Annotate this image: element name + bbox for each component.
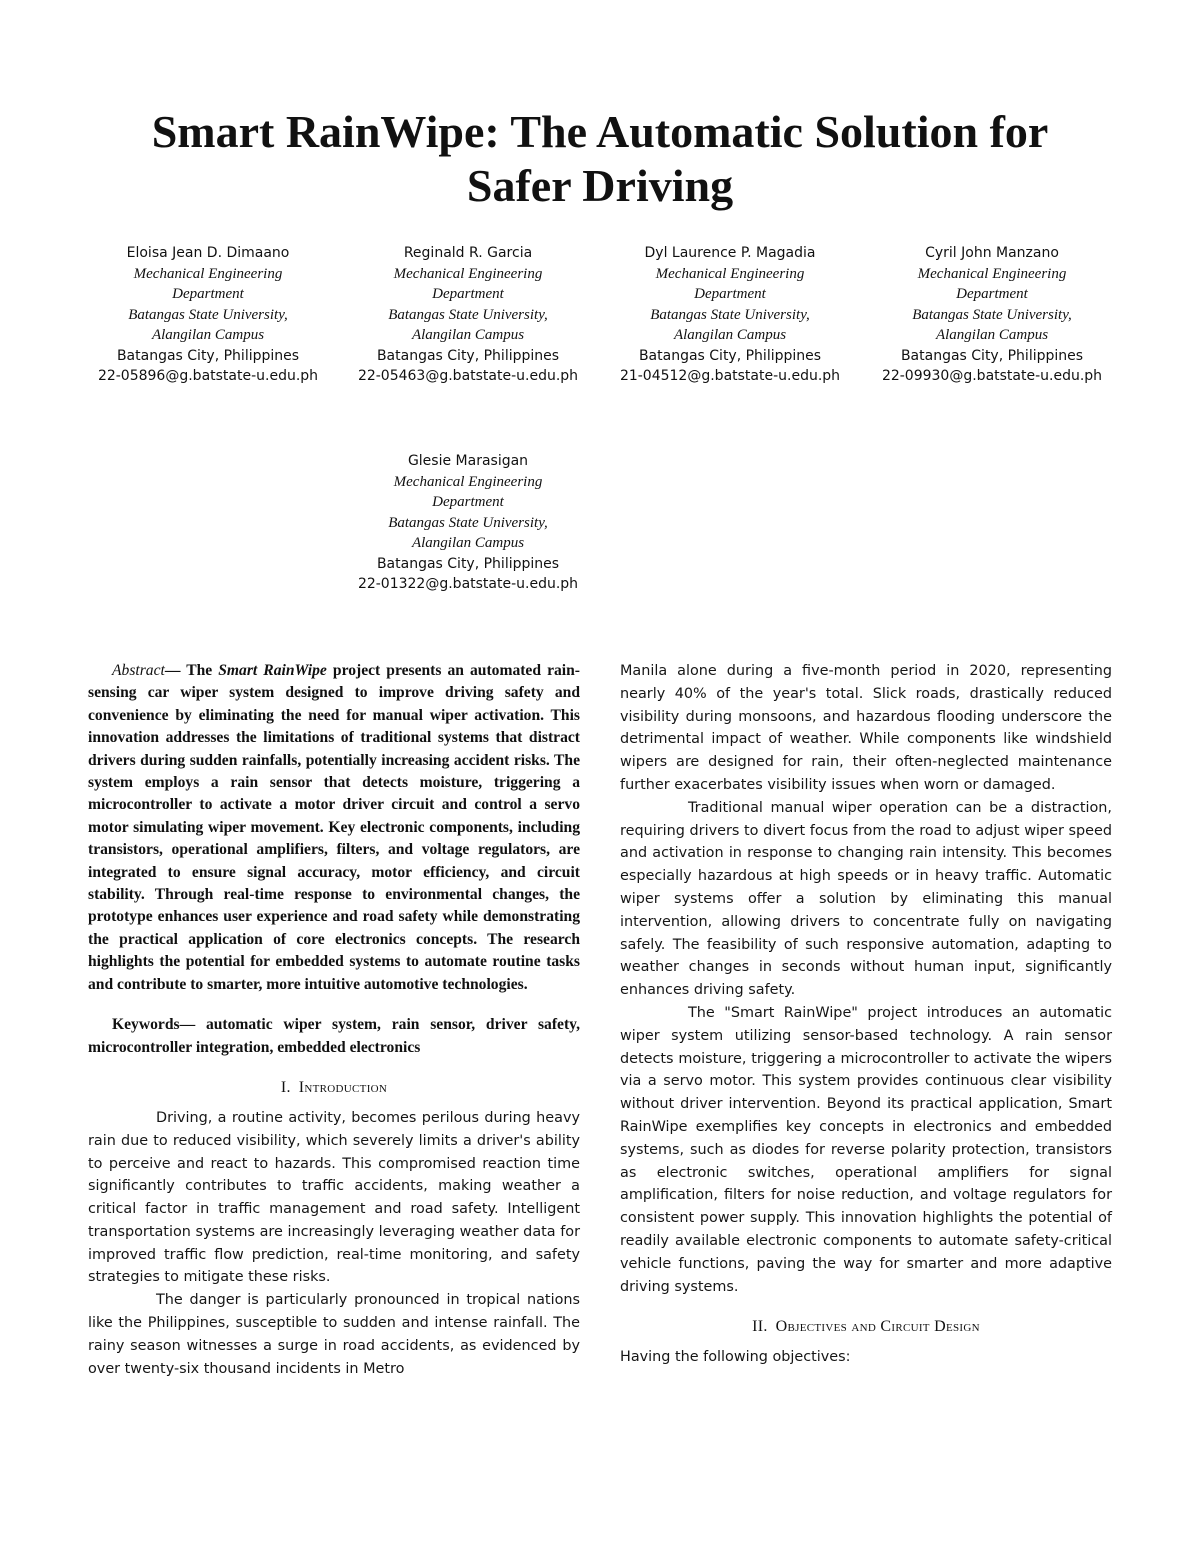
author-university-line-1: Batangas State University, [128,306,288,323]
author-university-line-2: Alangilan Campus [673,327,787,343]
section-heading-introduction [88,1077,580,1099]
author-name: Glesie Marasigan [407,453,529,469]
author-block-1 [78,243,338,387]
intro-paragraph-1: Driving, a routine activity, becomes perilous during heavy rain due to reduced visibility, which severely limits a driver's ability to perceive and react to hazards. This compromised reaction time significantly contributes to traffic accidents, making weather a critical factor in traffic management and road safety. Intelligent transportation systems are increasingly leveraging weather data for improved traffic flow prediction, real-time monitoring, and safety strategies to mitigate these risks. [88,1109,580,1286]
keywords: Keywords— automatic wiper system, rain sensor, driver safety, microcontroller integration, embedded electronics [88,1016,580,1056]
author-email: 22-09930@g.batstate-u.edu.ph [881,368,1103,384]
author-department-line-1: Mechanical Engineering [655,265,805,282]
author-block-4 [862,243,1122,387]
author-block-3 [600,243,860,387]
author-university-line-1: Batangas State University, [388,306,548,323]
author-university-line-2: Alangilan Campus [411,327,525,343]
abstract-project-name: Smart RainWipe [218,662,327,679]
author-department-line-2: Department [172,286,244,302]
author-department-line-1: Mechanical Engineering [393,473,543,490]
author-department-line-1: Mechanical Engineering [133,265,283,282]
author-name: Dyl Laurence P. Magadia [644,245,816,261]
abstract [88,660,580,996]
section-number: II. [752,1318,768,1336]
author-university-line-2: Alangilan Campus [151,327,265,343]
author-department-line-2: Department [432,286,504,302]
left-column [88,660,580,1380]
paper-title [80,105,1120,213]
author-name: Cyril John Manzano [925,245,1059,261]
author-department-line-1: Mechanical Engineering [393,265,543,282]
author-email: 22-05896@g.batstate-u.edu.ph [97,368,319,384]
intro-paragraph-2: The danger is particularly pronounced in tropical nations like the Philippines, susceptible to sudden and intense rainfall. The rainy season witnesses a surge in road accidents, as evidenced by over twenty-six thousand incidents in Metro [88,1292,580,1377]
paper-title-line-2: Safer Driving [466,160,734,211]
section-heading-objectives [620,1316,1112,1338]
author-email: 22-05463@g.batstate-u.edu.ph [357,368,579,384]
objectives-paragraph-1: Having the following objectives: [620,1349,851,1366]
paper-title-line-1: Smart RainWipe: The Automatic Solution for [151,106,1049,157]
author-block-2 [338,243,598,387]
author-city: Batangas City, Philippines [376,555,560,572]
section-title: Objectives and Circuit Design [775,1318,980,1336]
author-name: Eloisa Jean D. Dimaano [126,245,290,261]
author-department-line-2: Department [956,286,1028,302]
intro-paragraph-3: Traditional manual wiper operation can be a distraction, requiring drivers to divert focus from the road to adjust wiper speed and activation in response to changing rain intensity. This becomes especially hazardous at high speeds or in heavy traffic. Automatic wiper systems offer a solution by eliminating this manual intervention, allowing drivers to concentrate fully on navigating safely. The feasibility of such responsive automation, adapting to weather changes in seconds without human input, significantly enhances driving safety. [620,799,1112,999]
intro-paragraph-4: The "Smart RainWipe" project introduces an automatic wiper system utilizing sensor-based technology. A rain sensor detects moisture, triggering a microcontroller to activate the wipers via a servo motor. This system provides continuous clear visibility without driver intervention. Beyond its practical application, Smart RainWipe exemplifies key concepts in electronics and embedded systems, such as diodes for reverse polarity protection, transistors as electronic switches, operational amplifiers for signal amplification, filters for noise reduction, and voltage regulators for consistent power supply. This innovation highlights the potential of readily available electronic components to automate safety-critical vehicle functions, paving the way for smarter and more adaptive driving systems. [620,1004,1112,1295]
author-name: Reginald R. Garcia [403,245,533,261]
author-department-line-2: Department [694,286,766,302]
section-title: Introduction [298,1078,388,1096]
section-number: I. [280,1078,291,1096]
author-city: Batangas City, Philippines [116,347,300,364]
author-department-line-2: Department [432,494,504,510]
author-university-line-1: Batangas State University, [650,306,810,323]
author-university-line-1: Batangas State University, [912,306,1072,323]
author-city: Batangas City, Philippines [638,347,822,364]
author-university-line-1: Batangas State University, [388,514,548,531]
author-email: 21-04512@g.batstate-u.edu.ph [619,368,841,384]
intro-paragraph-2-continued: Manila alone during a five-month period in 2020, representing nearly 40% of the year's total. Slick roads, drastically reduced visibility during monsoons, and hazardous flooding underscore the detrimental impact of weather. While components like windshield wipers are designed for rain, their often-neglected maintenance further exacerbates visibility issues when worn or damaged. [620,663,1112,793]
right-column [620,660,1112,1369]
abstract-dash: — The [164,662,219,679]
abstract-body: project presents an automated rain-sensing car wiper system designed to improve driving safety and convenience by eliminating the need for manual wiper activation. This innovation addresses the limitations of traditional systems that distract drivers during sudden rainfalls, potentially increasing accident risks. The system employs a rain sensor that detects moisture, triggering a microcontroller to activate a motor driver circuit and control a servo motor simulating wiper movement. Key electronic components, including transistors, operational amplifiers, filters, and voltage regulators, are integrated to ensure signal accuracy, motor efficiency, and circuit stability. Through real-time response to environmental changes, the prototype enhances user experience and road safety while demonstrating the practical application of core electronics concepts. The research highlights the potential for embedded systems to automate routine tasks and contribute to smarter, more intuitive automotive technologies. [88,662,580,993]
author-university-line-2: Alangilan Campus [935,327,1049,343]
abstract-label: Abstract [112,662,165,679]
author-email: 22-01322@g.batstate-u.edu.ph [357,576,579,592]
author-department-line-1: Mechanical Engineering [917,265,1067,282]
author-block-5 [338,451,598,595]
author-city: Batangas City, Philippines [376,347,560,364]
author-city: Batangas City, Philippines [900,347,1084,364]
author-university-line-2: Alangilan Campus [411,535,525,551]
